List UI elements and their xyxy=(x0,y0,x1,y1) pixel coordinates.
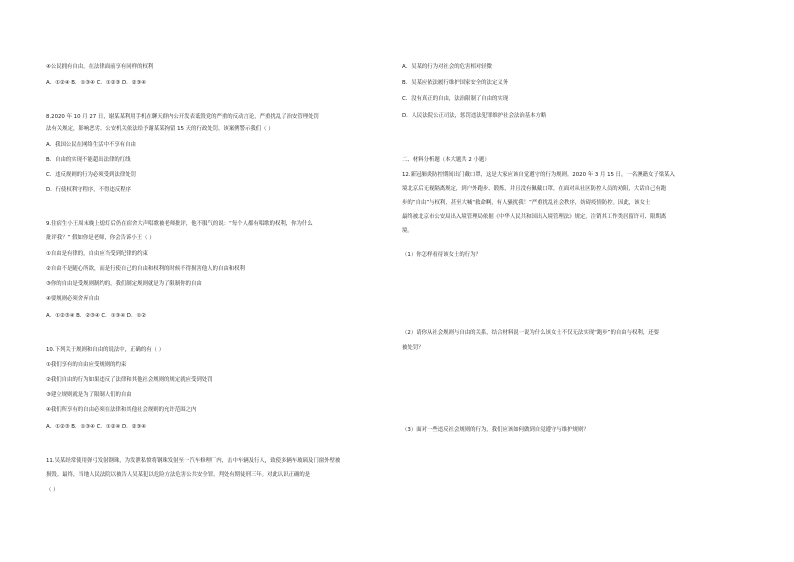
left-text-line: ③你的自由是受规则制约的，我们制定规则就是为了限制你的自由 xyxy=(46,281,202,287)
left-text-line: ①自由是有律的，自由应当受到纪律的约束 xyxy=(46,251,148,257)
left-text-line: ②自由不是随心所欲，而是行使自己的自由和权利的时候不得损害他人的自由和权利 xyxy=(46,266,245,272)
left-text-line: ④要规则必须舍弃自由 xyxy=(46,296,100,302)
left-text-line: A．①②③ B．①③④ C．①②④ D．②③④ xyxy=(46,424,146,430)
left-text-line: C．违反规则的行为必须受到法律处罚 xyxy=(46,172,137,178)
right-text-line: B．吴某应依法履行维护国家安全的法定义务 xyxy=(402,80,509,86)
left-text-line: A．①②④ B．①③④ C．①②③ D．②③④ xyxy=(46,80,146,86)
left-text-line: （ ） xyxy=(46,487,59,493)
left-text-line: 8.2020 年 10 月 27 日，谢某某利用手机在聊天群内公开发表诋毁党的严重的反动言论，严重扰乱了治安管理处罚 xyxy=(46,114,319,120)
right-text-line: 步的“自由”与权利，甚至大喊“救命啊，有人骚扰我！”严重扰乱社会秩序，妨碍疫情防控。因此，该女士 xyxy=(402,200,651,206)
left-text-line: B．自由的实现不能超出法律的红线 xyxy=(46,157,131,163)
right-text-line: 境。 xyxy=(402,228,413,234)
right-text-line: A．吴某的行为对社会的危害相对轻微 xyxy=(402,64,492,70)
right-text-line: 境北京后无视隔离规定，到户外跑步、锻炼，并且没有佩戴口罩，在面对从社区防控人员的劝阻，大话自己有跑 xyxy=(402,186,667,192)
right-text-line: 被处罚？ xyxy=(402,345,424,351)
right-text-line: （1）你怎样看待该女士的行为？ xyxy=(402,252,481,258)
left-text-line: 9.住宿生小王周末晚上熄灯后仍在宿舍大声唱歌被老师批评，他不服气的说：“每个人都有唱歌的权利，你为什么 xyxy=(46,221,313,227)
left-text-line: 10.下列关于规则和自由的说法中，正确的有（ ） xyxy=(46,347,165,353)
left-text-line: 批评我？” 假如你是老师，你会告诉小王（ ） xyxy=(46,235,155,241)
left-text-line: A．①②③④ B．②③④ C．①③④ D．①② xyxy=(46,313,146,319)
left-text-line: A．我国公民在网络生活中不享有自由 xyxy=(46,142,136,148)
right-text-line: C．没有真正的自由，法治限制了自由的实现 xyxy=(402,96,509,102)
right-text-line: （3）面对一些违反社会规则的行为，我们应该如何做到自觉遵守与维护规则？ xyxy=(402,427,589,433)
left-text-line: D．行使权利守程序，不得违反程序 xyxy=(46,187,132,193)
left-text-line: ③建立规则就是为了限制人们的自由 xyxy=(46,392,132,398)
right-text-line: 12.新冠肺炎防控期间出门戴口罩，这是大家应该自觉遵守的行为规则。2020 年 3 月 15 日，一名澳籍女子梁某入 xyxy=(402,172,675,178)
right-text-line: D．人民法院公正司法，惩罚违法犯罪维护社会法治基本方略 xyxy=(402,113,547,119)
right-text-line: 最终被北京市公安局出入境管理局依据《中华人民共和国出入境管理法》规定，注销其工作类居留许可、限期离 xyxy=(402,214,667,220)
left-text-line: 法有关规定，影响恶劣。公安机关依法给予谢某某拘留 15 天的行政处罚。该案例警示我们（ ） xyxy=(46,126,274,132)
left-text-line: ④公民拥有自由，在法律面前享有同样的权利 xyxy=(46,64,154,70)
right-text-line: 二、材料分析题（本大题共 2 小题） xyxy=(402,157,490,163)
left-text-line: ①我们享有的自由应受规则的约束 xyxy=(46,362,127,368)
left-text-line: 损毁。最终，当地人民法院以被告人吴某犯以危险方法危害公共安全罪，判处有期徒刑三年。对此认识正确的是 xyxy=(46,472,311,478)
left-text-line: ②我们自由的行为如果违反了法律和其他社会规则的规定就应受到处罚 xyxy=(46,377,213,383)
right-text-line: （2）请你从社会规则与自由的关系，结合材料说一说为什么该女士不仅无法实现“跑步”的自由与权利，还要 xyxy=(402,330,659,336)
left-text-line: ④我们所享有的自由必须在法律和其他社会规则的允许范围之内 xyxy=(46,407,197,413)
left-text-line: 11.吴某经常使用弹弓发射钢珠，为发泄私愤将钢珠发射至一汽车修理厂内，击中车辆及行人，致使多辆车玻璃及门窗外壁被 xyxy=(46,458,341,464)
